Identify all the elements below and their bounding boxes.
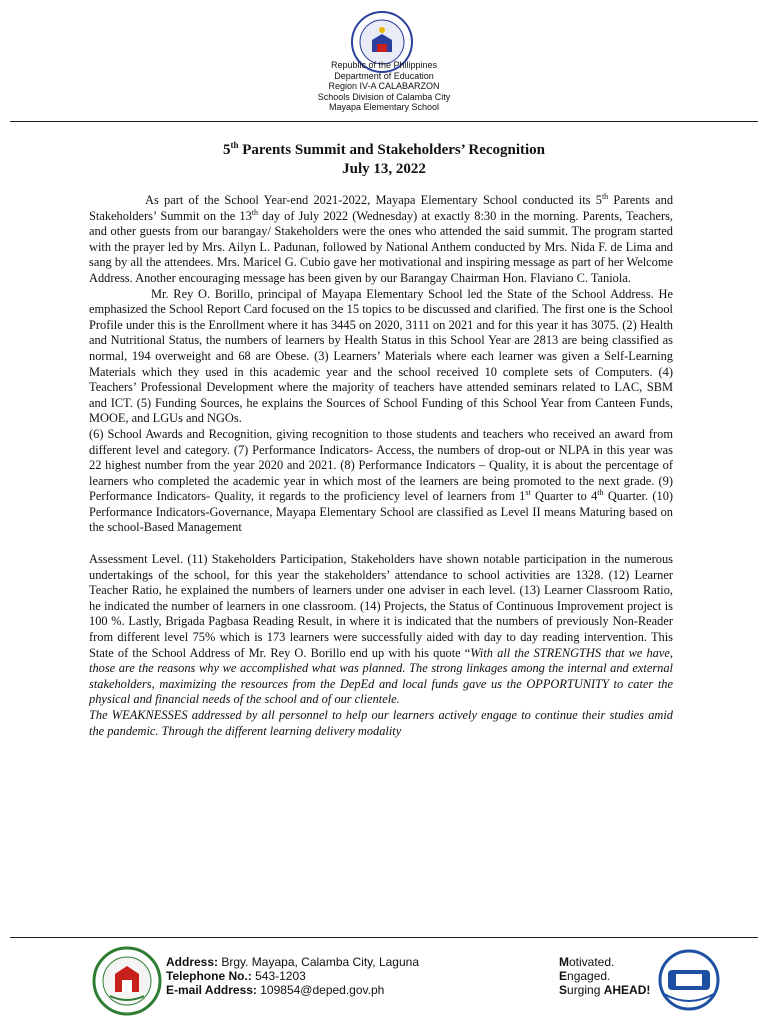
document-title	[0, 141, 768, 179]
agency-line: Mayapa Elementary School	[328, 102, 440, 112]
paragraph: Mr. Rey O. Borillo, principal of Mayapa Elementary School led the State of the School Address. He emphasized the School Report Card focused on the 15 topics to be discussed and clarified. The first one is the School Profile under this is the Enrollment where it has 3445 on 2020, 3111 on 2021 and for this year it has 3075. (2) Health and Nutritional Status, the numbers of learners by Health Status in this School Year are 2813 are being classified as normal, 194 overweight and 68 are Obese. (3) Learners’ Materials where each learner was given a Self-Learning Materials which they used in this academic year and the school received 10 complete sets of Computers. (4) Teachers’ Professional Development where the majority of teachers have attended seminars related to LAC, SBM and ICT. (5) Funding Sources, he explains the Sources of School Funding of this School Year from Canteen Funds, MOOE, and LGUs and NGOs.	[89, 286, 673, 426]
paragraph: (6) School Awards and Recognition, giving recognition to those students and teachers who received an award from different level and category. (7) Performance Indicators- Access, the numbers of drop-out or NLPA in this year was 22 highest number from the year 2020 and 2021. (8) Performance Indicators – Quality, it is about the percentage of learners who completed the academic year in which most of the learners are being promoted to the next grade. (9) Performance Indicators- Quality, it regards to the proficiency level of learners from 1st Quarter to 4th Quarter. (10) Performance Indicators-Governance, Mayapa Elementary School are classified as Level II means Maturing based on the school-Based Management	[89, 426, 674, 535]
agency-line: Department of Education	[334, 70, 434, 81]
agency-lines	[0, 60, 768, 113]
agency-line: Republic of the Philippines	[330, 60, 438, 70]
title-line: 5th Parents Summit and Stakeholders’ Recognition	[222, 140, 546, 158]
paragraph: Assessment Level. (11) Stakeholders Participation, Stakeholders have shown notable participation in the numerous undertakings of the school, for this year the stakeholders’ attendance to school activities are 1328. (12) Learner Teacher Ratio, he explained the numbers of learners under one adviser in each level. (13) Learner Classroom Ratio, he indicated the number of learners in one classroom. (14) Projects, the Status of Continuous Improvement project is 100 %. Lastly, Brigada Pagbasa Reading Result, in where it is indicated that the numbers of previously Non-Reader from different level 75% which is 173 learners were successfully aided with day to day reading intervention. This State of the School Address of Mr. Rey O. Borillo end up with his quote “With all the STRENGTHS that we have, those are the reasons why we accomplished what was planned. The strong linkages among the internal and external stakeholders, maximizing the resources from the DepEd and local funds gave us the OPPORTUNITY to cater the physical and financial needs of the school and of our clientele.	[89, 552, 673, 707]
quality-management-logo-icon	[654, 948, 724, 1012]
motto-line: Motivated.	[559, 955, 615, 969]
paragraph: The WEAKNESSES addressed by all personnel to help our learners actively engage to continue their studies amid the pandemic. Through the different learning delivery modality	[89, 708, 673, 738]
footer-divider	[10, 937, 758, 938]
contact-info	[166, 955, 419, 997]
phone-line: Telephone No.: 543-1203	[166, 969, 306, 983]
email-line: E-mail Address: 109854@deped.gov.ph	[166, 983, 385, 997]
page-gap	[89, 536, 673, 552]
school-seal-icon	[92, 946, 162, 1016]
agency-line: Region IV-A CALABARZON	[328, 81, 440, 91]
agency-line: Schools Division of Calamba City	[317, 91, 451, 102]
paragraph: As part of the School Year-end 2021-2022, Mayapa Elementary School conducted its 5th Parents and Stakeholders’ Summit on the 13th day of July 2022 (Wednesday) at exactly 8:30 in the morning. Parents, Teachers, and other guests from our barangay/ Stakeholders were the ones who attended the said summit. The program started with the prayer led by Mrs. Ailyn L. Padunan, followed by National Anthem conducted by Mrs. Nida F. de Lima and sang by all the attendees. Mrs. Maricel G. Cubio gave her motivational and inspiring message as part of her Welcome Address. Another encouraging message has been given by our Barangay Chairman Hon. Flaviano C. Taniola.	[89, 191, 674, 285]
address-line: Address: Brgy. Mayapa, Calamba City, Laguna	[166, 955, 420, 969]
header-divider	[10, 121, 758, 122]
motto-line: Engaged.	[559, 969, 611, 983]
title-date: July 13, 2022	[342, 161, 426, 177]
document-body	[89, 193, 673, 739]
school-motto	[559, 955, 650, 997]
motto-line: Surging AHEAD!	[559, 983, 651, 997]
